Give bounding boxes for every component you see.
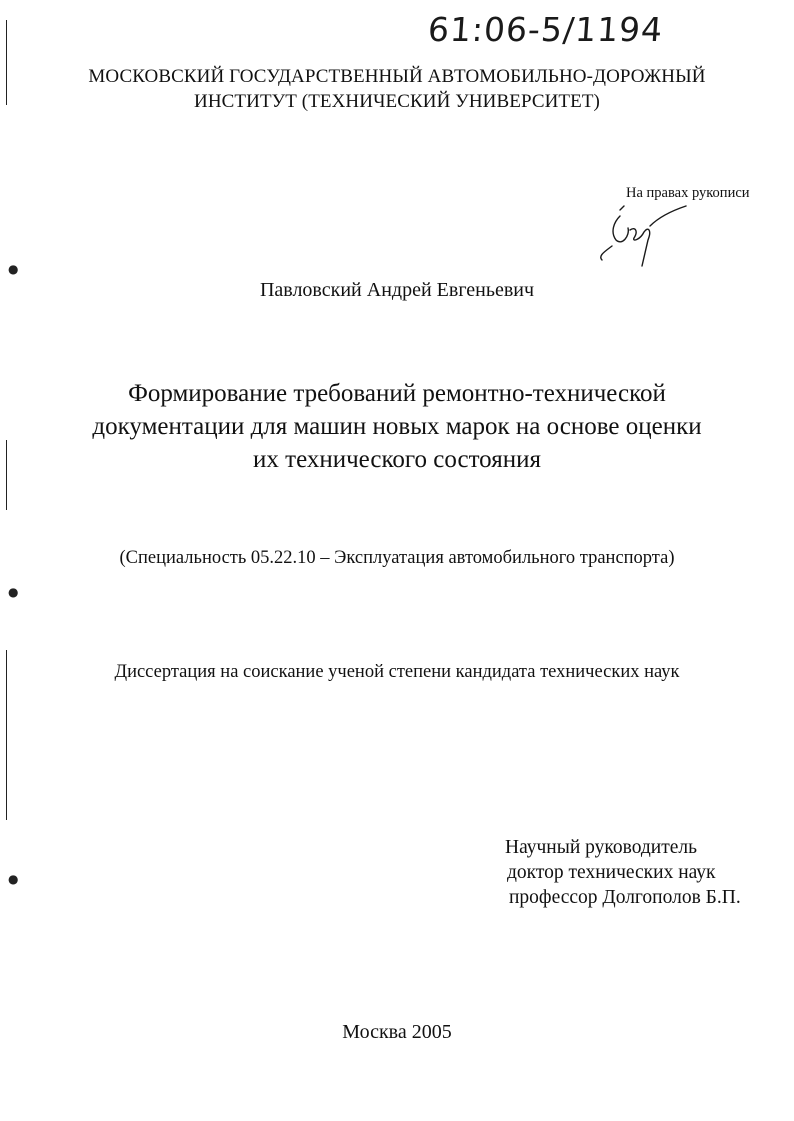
dissertation-title [0,377,794,476]
title-line-3: их технического состояния [253,446,541,473]
institute-line-1: МОСКОВСКИЙ ГОСУДАРСТВЕННЫЙ АВТОМОБИЛЬНО-ДОРОЖНЫЙ [88,66,706,87]
institute-line-2: ИНСТИТУТ (ТЕХНИЧЕСКИЙ УНИВЕРСИТЕТ) [194,91,600,112]
title-line-1: Формирование требований ремонтно-технической [128,380,666,407]
title-line-2: документации для машин новых марок на основе оценки [92,413,702,440]
manuscript-rights-note: На правах рукописи [626,185,750,201]
binding-hole-icon: ● [8,585,19,599]
dissertation-degree-line: Диссертация на соискание ученой степени кандидата технических наук [114,662,680,682]
supervisor-degree: доктор технических наук [507,862,716,883]
city-year: Москва 2005 [342,1021,452,1043]
institute-name [0,64,794,114]
binding-hole-icon: ● [8,262,19,276]
author-name: Павловский Андрей Евгеньевич [259,279,535,301]
specialty-line: (Специальность 05.22.10 – Эксплуатация автомобильного транспорта) [119,548,675,568]
binding-hole-icon: ● [8,872,19,886]
supervisor-block [505,835,741,910]
signature-icon [590,196,690,268]
archive-code-handwritten: 61:06-5/1194 [426,10,665,49]
supervisor-role: Научный руководитель [505,837,698,858]
supervisor-name: профессор Долгополов Б.П. [509,887,741,908]
